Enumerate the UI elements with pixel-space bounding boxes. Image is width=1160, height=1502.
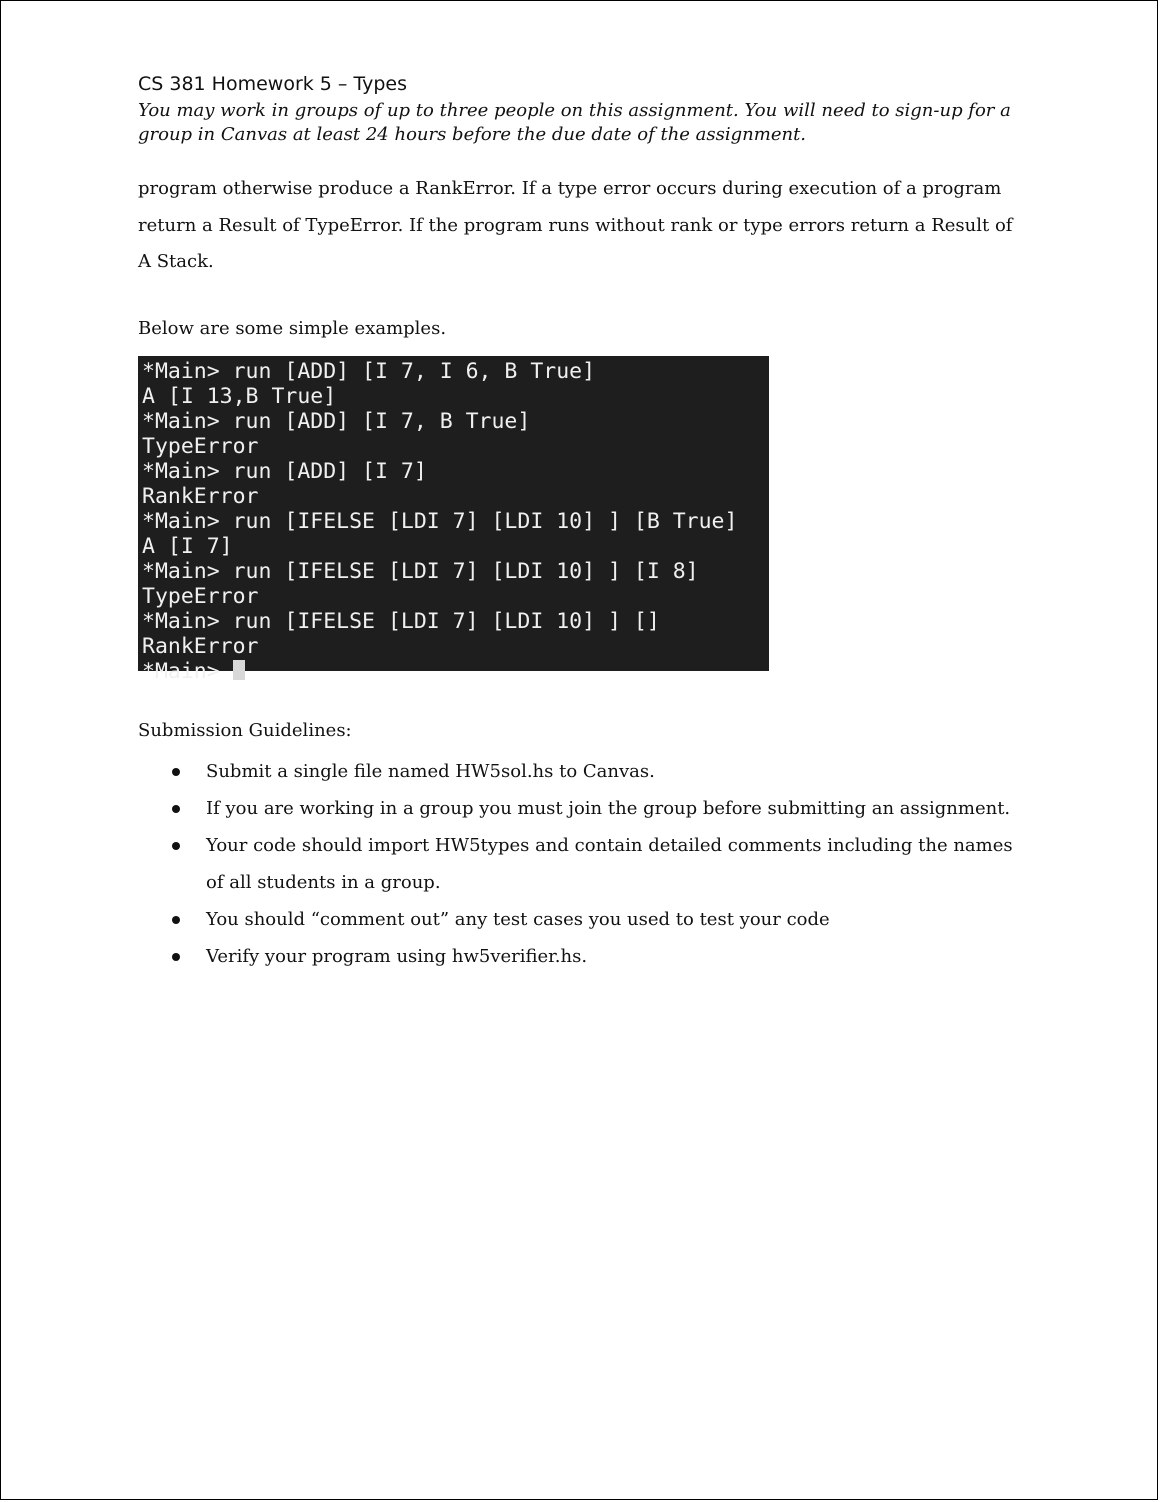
terminal-line: *Main> run [IFELSE [LDI 7] [LDI 10] ] [I 8]: [142, 559, 699, 584]
terminal-line: TypeError: [142, 434, 259, 459]
terminal-prompt-line: [142, 659, 769, 684]
list-item: [138, 938, 1028, 975]
list-item: [138, 753, 1028, 790]
terminal-prompt: *Main>: [142, 659, 233, 684]
list-item: [138, 790, 1028, 827]
list-item-text: Submit a single file named HW5sol.hs to Canvas.: [206, 761, 655, 782]
terminal-line: TypeError: [142, 584, 259, 609]
document-subtitle: You may work in groups of up to three people on this assignment. You will need to sign-up for a group in Canvas at least 24 hours before the due date of the assignment.: [138, 100, 1011, 145]
terminal-line: RankError: [142, 634, 259, 659]
bullet-icon: [172, 953, 180, 961]
list-item-text: If you are working in a group you must join the group before submitting an assignment.: [206, 798, 1011, 819]
terminal-line: *Main> run [ADD] [I 7]: [142, 459, 427, 484]
submission-heading: Submission Guidelines:: [138, 720, 352, 741]
submission-guidelines-list: [138, 753, 1028, 975]
cursor-icon: [233, 660, 245, 680]
bullet-icon: [172, 842, 180, 850]
terminal-line: A [I 13,B True]: [142, 384, 337, 409]
terminal-line: *Main> run [ADD] [I 7, B True]: [142, 409, 531, 434]
terminal-line: A [I 7]: [142, 534, 233, 559]
bullet-icon: [172, 916, 180, 924]
terminal-line: *Main> run [IFELSE [LDI 7] [LDI 10] ] []: [142, 609, 660, 634]
bullet-icon: [172, 805, 180, 813]
terminal-screenshot: [138, 356, 769, 684]
terminal-line: *Main> run [IFELSE [LDI 7] [LDI 10] ] [B True]: [142, 509, 738, 534]
body-paragraph-2: Below are some simple examples.: [138, 318, 447, 339]
bullet-icon: [172, 768, 180, 776]
list-item-text: Your code should import HW5types and contain detailed comments including the names of all students in a group.: [206, 835, 1013, 893]
document-title: CS 381 Homework 5 – Types: [138, 73, 408, 95]
terminal-line: RankError: [142, 484, 259, 509]
list-item: [138, 827, 1028, 901]
body-paragraph-1: program otherwise produce a RankError. If a type error occurs during execution of a program return a Result of TypeError. If the program runs without rank or type errors return a Result of A Stack.: [138, 178, 1013, 272]
list-item-text: You should “comment out” any test cases you used to test your code: [206, 909, 830, 930]
list-item-text: Verify your program using hw5verifier.hs.: [206, 946, 588, 967]
terminal-line: *Main> run [ADD] [I 7, I 6, B True]: [142, 359, 596, 384]
list-item: [138, 901, 1028, 938]
